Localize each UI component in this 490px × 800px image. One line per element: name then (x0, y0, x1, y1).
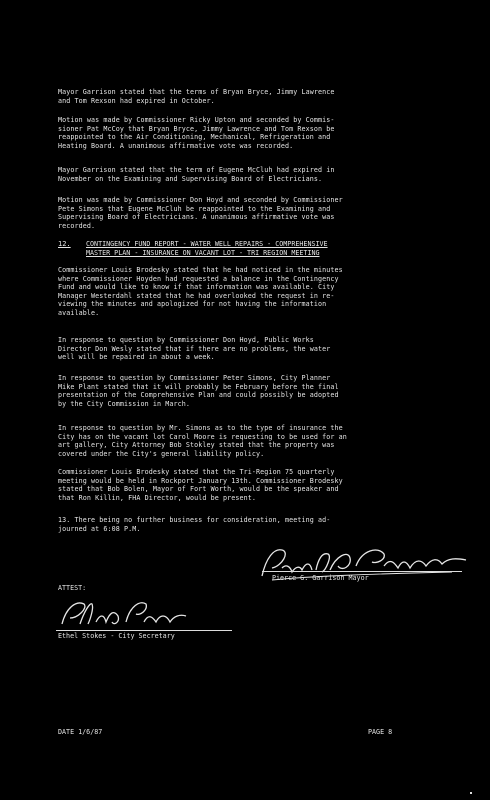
paragraph-insurance: In response to question by Mr. Simons as to the type of insurance the City has on the vacant lot Carol Moore is requesting to be used for an art gallery, City Attorney Bob Stokley stated that the property was covered under the City's general liability policy. (58, 424, 347, 458)
footer-date: DATE 1/6/87 (58, 728, 103, 736)
agenda-item-number: 12. (58, 240, 71, 248)
scan-speck (470, 792, 472, 794)
secretary-signature-line (56, 630, 232, 631)
mayor-signature-line (262, 571, 462, 572)
paragraph-electricians-term: Mayor Garrison stated that the term of Eugene McCluh had expired in November on the Examining and Supervising Board of Electricians. (58, 166, 335, 183)
paragraph-water-well: In response to question by Commissioner Don Hoyd, Public Works Director Don Wesly stated that if there are no problems, the water well will be repaired in about a week. (58, 336, 331, 362)
footer-page-number: PAGE 8 (368, 728, 393, 736)
attest-label: ATTEST: (58, 584, 87, 592)
paragraph-motion-electricians: Motion was made by Commissioner Don Hoyd and seconded by Commissioner Pete Simons that Eugene McCluh be reappointed to the Examining and Supervising Board of Electricians. A unanimous affirmative vote was recorded. (58, 196, 343, 230)
paragraph-motion-reappoint-board: Motion was made by Commissioner Ricky Upton and seconded by Commis- sioner Pat McCoy that Bryan Bryce, Jimmy Lawrence and Tom Rexson be reappointed to the Air Conditioning, Mechanical, Refrigeration and Heating Board. A unanimous affirmative vote was recorded. (58, 116, 335, 150)
paragraph-terms-expired: Mayor Garrison stated that the terms of Bryan Bryce, Jimmy Lawrence and Tom Rexson had expired in October. (58, 88, 335, 105)
paragraph-comprehensive-plan: In response to question by Commissioner Peter Simons, City Planner Mike Plant stated that it will probably be February before the final presentation of the Comprehensive Plan and could possibly be adopted by the City Commission in March. (58, 374, 339, 408)
paragraph-contingency-fund: Commissioner Louis Brodesky stated that he had noticed in the minutes where Commissioner Hoyden had requested a balance in the Contingency Fund and would like to know if that information was available. City Manager Westerdahl stated that he had overlooked the request in re- viewing the minutes and apologized for not having the information available. (58, 266, 343, 317)
secretary-name-label: Ethel Stokes - City Secretary (58, 632, 175, 640)
mayor-name-label: Pierce G. Garrison Mayor (272, 574, 369, 582)
paragraph-adjournment: 13. There being no further business for consideration, meeting ad- journed at 6:08 P.M. (58, 516, 331, 533)
agenda-item-heading: CONTINGENCY FUND REPORT - WATER WELL REPAIRS - COMPREHENSIVE MASTER PLAN - INSURANCE ON VACANT LOT - TRI REGION MEETING (86, 240, 328, 257)
secretary-signature (56, 594, 206, 634)
paragraph-tri-region: Commissioner Louis Brodesky stated that the Tri-Region 75 quarterly meeting would be held in Rockport January 13th. Commissioner Brodesky stated that Bob Bolen, Mayor of Fort Worth, would be the speaker and that Ron Killin, FHA Director, would be present. (58, 468, 343, 502)
